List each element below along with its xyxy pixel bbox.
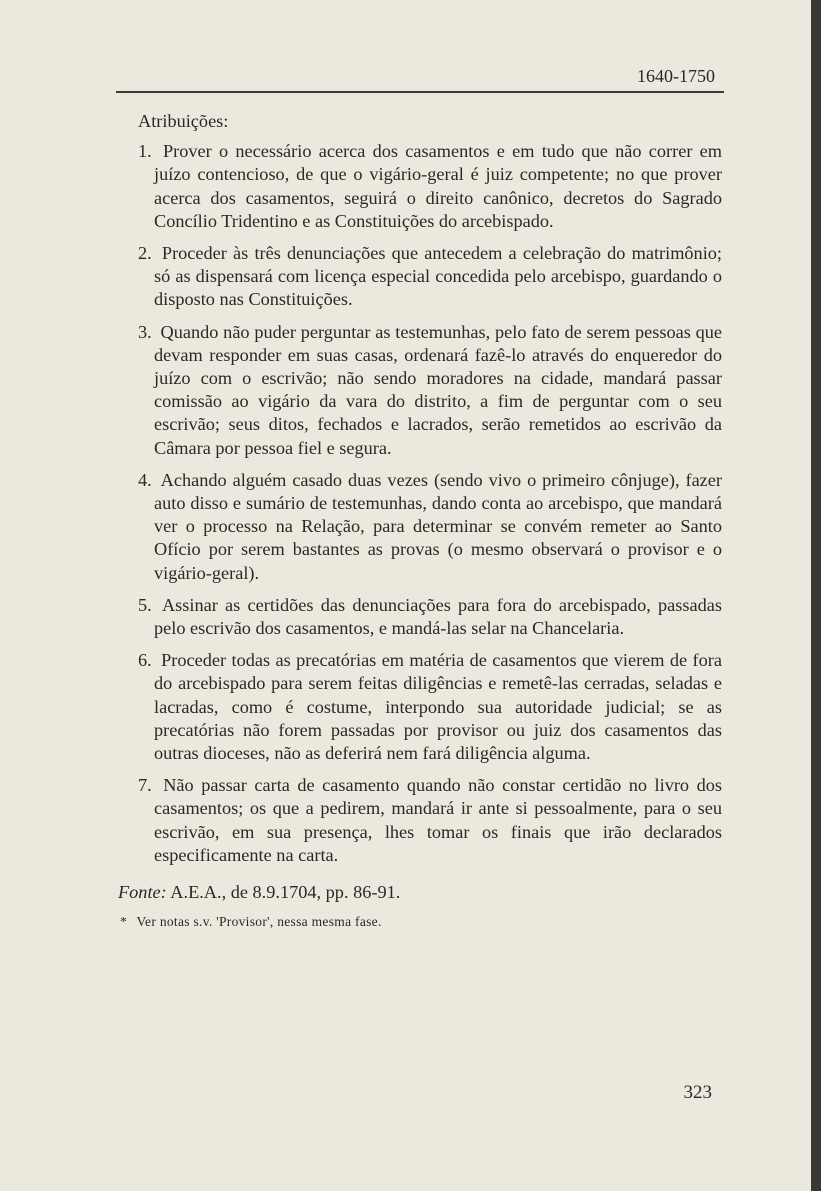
item-text: Achando alguém casado duas vezes (sendo vivo o primeiro cônjuge), fazer auto disso e sumário de testemunhas, dando conta ao arcebispo, que mandará ver o processo na Relação, para determinar se convém remeter ao Santo Ofício por serem bastantes as provas (o mesmo observará o provisor e o vigário-geral). [154, 469, 723, 583]
item-number: 3. [138, 321, 152, 342]
item-text: Não passar carta de casamento quando não constar certidão no livro dos casamentos; os que a pedirem, mandará ir ante si pessoalmente, para o seu escrivão, em sua presença, lhes tomar os finais que irão declarados especificamente na carta. [154, 775, 722, 865]
item-number: 6. [138, 650, 152, 671]
item-text: Assinar as certidões das denunciações para fora do arcebispado, passadas pelo escrivão dos casamentos, e mandá-las selar na Chancelaria. [154, 594, 722, 639]
header-rule [116, 91, 724, 93]
source-text: A.E.A., de 8.9.1704, pp. 86-91. [170, 882, 401, 903]
source-label: Fonte: [118, 882, 167, 903]
item-text: Proceder todas as precatórias em matéria de casamentos que vierem de fora do arcebispado para serem feitas diligências e remetê-las cerradas, seladas e lacradas, como é costume, interpondo sua autoridade judicial; se as precatórias não forem passadas por provisor ou juiz dos casamentos das outras dioceses, não as deferirá nem fará diligência alguma. [154, 650, 722, 764]
list-item [118, 774, 722, 867]
running-head: 1640-1750 [637, 66, 715, 86]
list-item [118, 242, 722, 312]
list-item [118, 594, 722, 640]
list-item [118, 140, 722, 233]
item-text: Prover o necessário acerca dos casamentos e em tudo que não correr em juízo contencioso, de que o vigário-geral é juiz competente; no que prover acerca dos casamentos, seguirá o direito canônico, decretos do Sagrado Concílio Tridentino e as Constituições do arcebispado. [154, 141, 722, 231]
item-text: Quando não puder perguntar as testemunhas, pelo fato de serem pessoas que devam responder em suas casas, ordenará fazê-lo através do enqueredor do juízo com o escrivão; não sendo moradores na cidade, mandará passar comissão ao vigário da vara do distrito, a fim de perguntar com o seu escrivão; seus ditos, fechados e lacrados, serão remetidos ao escrivão da Câmara por pessoa fiel e segura. [154, 321, 722, 458]
item-number: 7. [138, 775, 152, 796]
item-number: 2. [138, 243, 152, 264]
list-item [118, 469, 722, 585]
footnote-text: Ver notas s.v. 'Provisor', nessa mesma fase. [136, 914, 382, 930]
section-title: Atribuições: [138, 111, 229, 131]
footnote-mark: * [120, 914, 128, 930]
item-number: 4. [138, 469, 152, 490]
list-item [118, 321, 722, 460]
source-citation [118, 881, 722, 904]
item-number: 5. [138, 594, 152, 615]
item-text: Proceder às três denunciações que antecedem a celebração do matrimônio; só as dispensará com licença especial concedida pelo arcebispo, guardando o disposto nas Constituições. [154, 243, 722, 310]
show-through-header [116, 67, 120, 83]
list-item [118, 649, 722, 765]
page-body [118, 110, 722, 934]
page-number: 323 [683, 1082, 712, 1103]
footnote [120, 910, 722, 933]
item-number: 1. [138, 141, 152, 162]
attributions-list [118, 140, 722, 867]
